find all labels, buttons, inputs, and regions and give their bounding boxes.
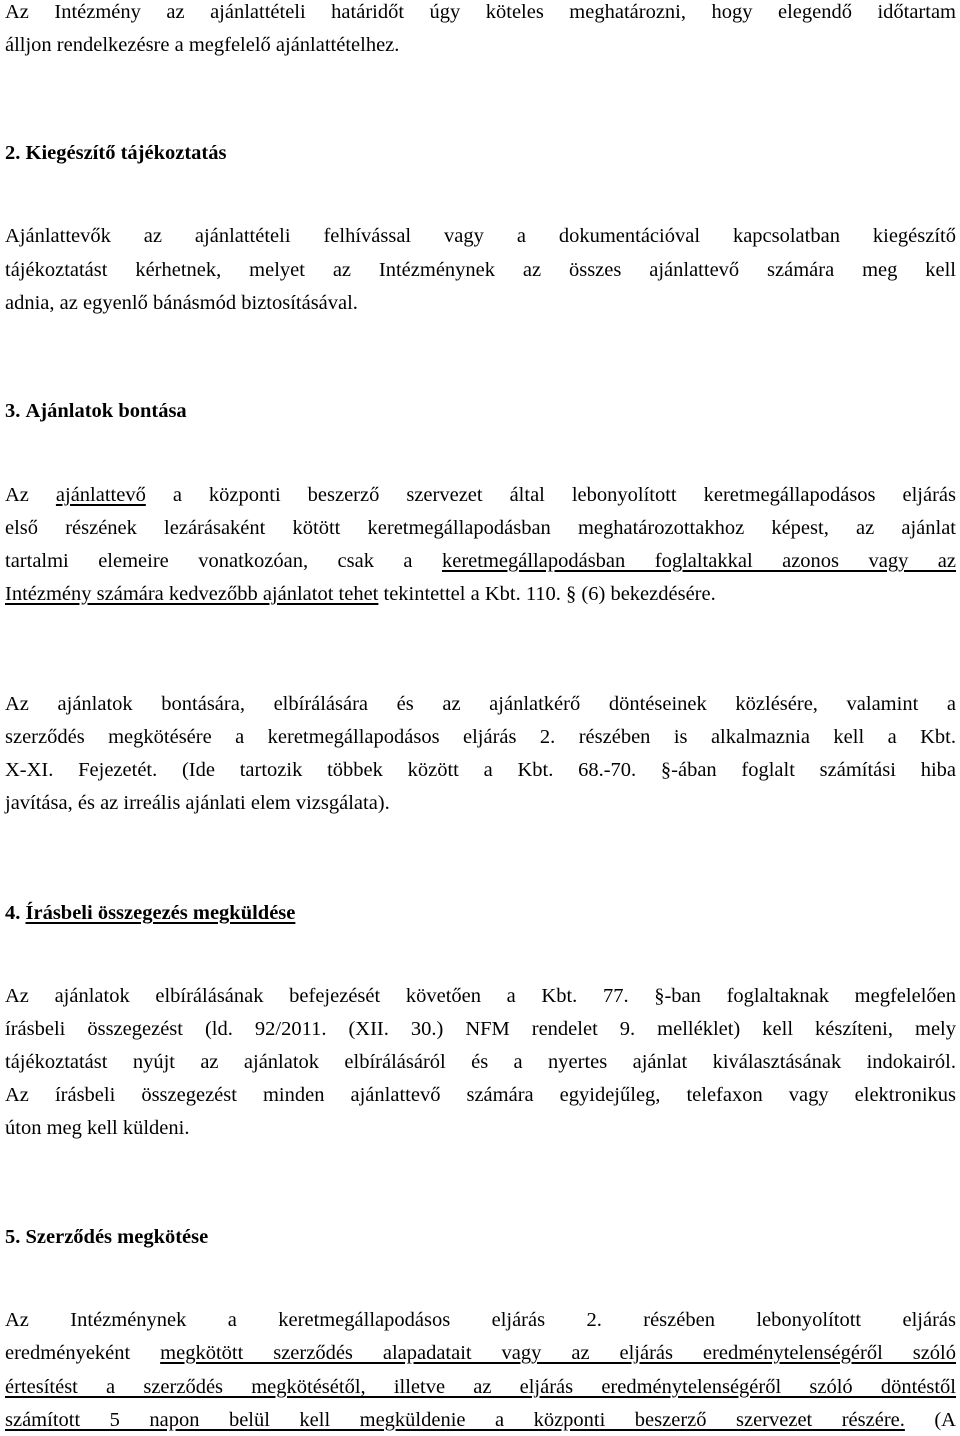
underlined-text: megkötött szerződés alapadatait vagy az eljárás eredménytelenségéről szóló xyxy=(160,1342,956,1364)
section-2-line-3: adnia, az egyenlő bánásmód biztosításával. xyxy=(5,292,358,314)
section-3-p1-line-2: első részének lezárásaként kötött keretmegállapodásban meghatározottakhoz képest, az ajánlat xyxy=(5,517,956,539)
text-run: tekintettel a Kbt. 110. § (6) bekezdésére. xyxy=(378,583,716,605)
section-3-p2-line-2: szerződés megkötésére a keretmegállapodásos eljárás 2. részében is alkalmaznia kell a Kbt. xyxy=(5,726,956,748)
section-3-p1-line-3 xyxy=(5,545,956,577)
section-5-line-2 xyxy=(5,1337,956,1369)
section-4-heading xyxy=(5,897,295,929)
section-4-line-4: Az írásbeli összegezést minden ajánlattevő számára egyidejűleg, telefaxon vagy elektronikus xyxy=(5,1084,956,1106)
section-4-line-2: írásbeli összegezést (ld. 92/2011. (XII. 30.) NFM rendelet 9. melléklet) kell készíteni, mely xyxy=(5,1018,956,1040)
section-5-line-1: Az Intézménynek a keretmegállapodásos eljárás 2. részében lebonyolított eljárás xyxy=(5,1309,956,1331)
underlined-text: értesítést a szerződés megkötésétől, illetve az eljárás eredménytelenségéről szóló döntéstől xyxy=(5,1376,956,1398)
section-2-heading xyxy=(5,137,226,169)
section-5-title: Szerződés megkötése xyxy=(25,1226,209,1248)
section-4-line-5: úton meg kell küldeni. xyxy=(5,1117,190,1139)
text-run: eredményeként xyxy=(5,1342,161,1364)
section-2-title: Kiegészítő tájékoztatás xyxy=(25,142,227,164)
text-run: Az xyxy=(5,484,56,506)
section-3-p2-line-3: X-XI. Fejezetét. (Ide tartozik többek között a Kbt. 68.-70. §-ában foglalt számítási hiba xyxy=(5,759,956,781)
intro-line-1: Az Intézmény az ajánlattételi határidőt úgy köteles meghatározni, hogy elegendő időtartam xyxy=(5,1,956,23)
section-4-line-3: tájékoztatást nyújt az ajánlatok elbírálásáról és a nyertes ajánlat kiválasztásának indokairól. xyxy=(5,1051,956,1073)
section-3-p1-line-4 xyxy=(5,578,716,610)
section-5-line-4 xyxy=(5,1404,956,1436)
section-5-number: 5. xyxy=(5,1226,21,1248)
text-run: (A xyxy=(904,1409,956,1431)
section-2-line-1: Ajánlattevők az ajánlattételi felhívással vagy a dokumentációval kapcsolatban kiegészítő xyxy=(5,225,956,247)
section-4-line-1: Az ajánlatok elbírálásának befejezését követően a Kbt. 77. §-ban foglaltaknak megfelelően xyxy=(5,985,956,1007)
section-5-line-3 xyxy=(5,1371,956,1403)
underlined-term: ajánlattevő xyxy=(55,484,146,506)
text-run: a központi beszerző szervezet által lebonyolított keretmegállapodásos eljárás xyxy=(145,484,957,506)
section-4-title: Írásbeli összegezés megküldése xyxy=(25,902,296,924)
underlined-text: Intézmény számára kedvezőbb ajánlatot tehet xyxy=(5,583,379,605)
section-3-p1-line-1 xyxy=(5,479,956,511)
section-3-p2-line-1: Az ajánlatok bontására, elbírálására és az ajánlatkérő döntéseinek közlésére, valamint a xyxy=(5,693,956,715)
section-3-p2-line-4: javítása, és az irreális ajánlati elem vizsgálata). xyxy=(5,792,390,814)
section-2-line-2: tájékoztatást kérhetnek, melyet az Intézménynek az összes ajánlattevő számára meg kell xyxy=(5,259,956,281)
section-5-heading xyxy=(5,1221,208,1253)
text-run: tartalmi elemeire vonatkozóan, csak a xyxy=(5,550,442,572)
section-4-number: 4. xyxy=(5,902,21,924)
section-3-title: Ajánlatok bontása xyxy=(25,400,187,422)
intro-line-2: álljon rendelkezésre a megfelelő ajánlattételhez. xyxy=(5,34,400,56)
section-3-heading xyxy=(5,395,187,427)
section-3-number: 3. xyxy=(5,400,21,422)
underlined-text: keretmegállapodásban foglaltakkal azonos vagy az xyxy=(442,550,956,572)
section-2-number: 2. xyxy=(5,142,21,164)
underlined-text: számított 5 napon belül kell megküldenie a központi beszerző szervezet részére. xyxy=(5,1409,905,1431)
